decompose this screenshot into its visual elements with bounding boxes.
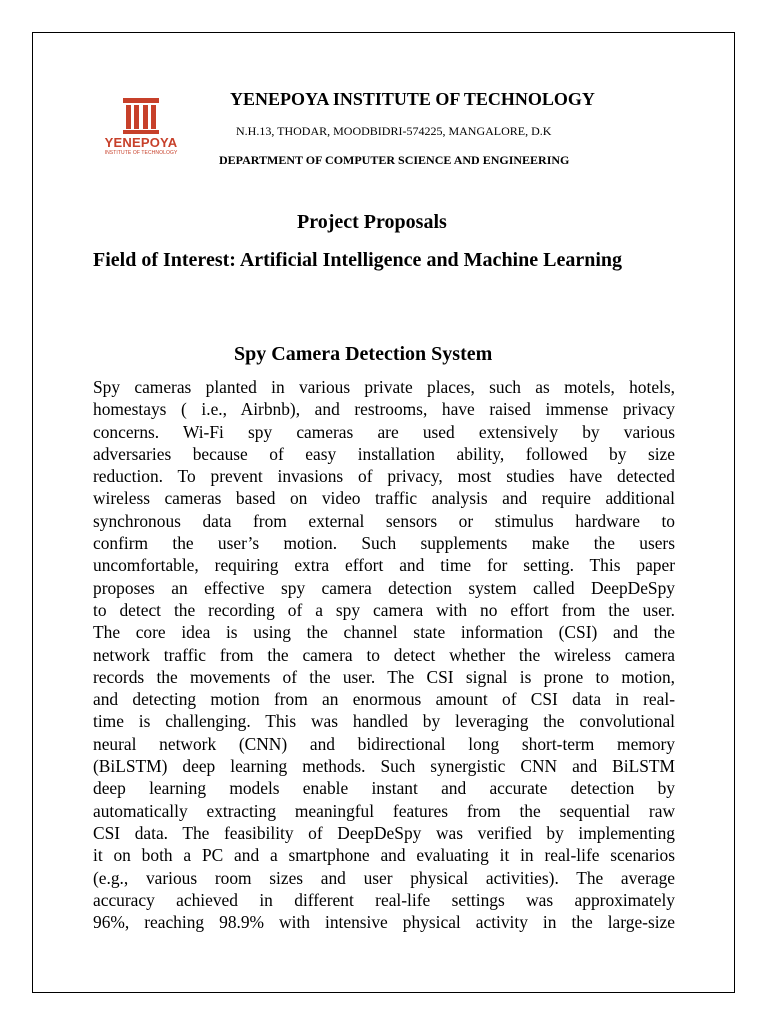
- logo-name: YENEPOYA: [104, 135, 178, 150]
- abstract-line: adversaries because of easy installation ability, followed by size: [93, 443, 675, 464]
- abstract-line: accuracy achieved in different real-life settings was approximately: [93, 889, 675, 910]
- abstract-paragraph: [93, 376, 675, 933]
- logo-subtitle: INSTITUTE OF TECHNOLOGY: [104, 150, 178, 156]
- abstract-line: wireless cameras based on video traffic analysis and require additional: [93, 488, 675, 509]
- abstract-line: and detecting motion from an enormous amount of CSI data in real-: [93, 689, 675, 710]
- abstract-line: Spy cameras planted in various private places, such as motels, hotels,: [93, 377, 675, 397]
- abstract-line: deep learning models enable instant and accurate detection by: [93, 778, 675, 799]
- abstract-line: synchronous data from external sensors or stimulus hardware to: [93, 510, 675, 531]
- abstract-line: concerns. Wi-Fi spy cameras are used extensively by various: [93, 421, 675, 442]
- institution-address: N.H.13, THODAR, MOODBIDRI-574225, MANGALORE, D.K: [236, 124, 552, 138]
- abstract-line: confirm the user’s motion. Such supplements make the users: [93, 533, 675, 554]
- abstract-line: records the movements of the user. The CSI signal is prone to motion,: [93, 666, 675, 687]
- abstract-line: automatically extracting meaningful features from the sequential raw: [93, 800, 675, 821]
- abstract-line: proposes an effective spy camera detection system called DeepDeSpy: [93, 577, 675, 598]
- document-heading: Project Proposals: [297, 211, 447, 233]
- abstract-line: The core idea is using the channel state information (CSI) and the: [93, 622, 675, 643]
- abstract-line: homestays ( i.e., Airbnb), and restrooms, have raised immense privacy: [93, 399, 675, 420]
- pillars-icon: [98, 96, 184, 136]
- abstract-line: (e.g., various room sizes and user physical activities). The average: [93, 867, 675, 888]
- field-of-interest: Field of Interest: Artificial Intelligence and Machine Learning: [93, 249, 623, 271]
- abstract-line: it on both a PC and a smartphone and evaluating it in real-life scenarios: [93, 845, 675, 866]
- institution-name: YENEPOYA INSTITUTE OF TECHNOLOGY: [230, 89, 595, 109]
- abstract-line: time is challenging. This was handled by leveraging the convolutional: [93, 711, 675, 732]
- abstract-line: neural network (CNN) and bidirectional long short-term memory: [93, 733, 675, 754]
- abstract-line: reduction. To prevent invasions of privacy, most studies have detected: [93, 466, 675, 487]
- abstract-line: (BiLSTM) deep learning methods. Such synergistic CNN and BiLSTM: [93, 756, 675, 777]
- department-name: DEPARTMENT OF COMPUTER SCIENCE AND ENGINEERING: [219, 153, 570, 167]
- abstract-line: network traffic from the camera to detect whether the wireless camera: [93, 644, 675, 665]
- abstract-line: to detect the recording of a spy camera with no effort from the user.: [93, 599, 675, 620]
- abstract-line: 96%, reaching 98.9% with intensive physical activity in the large-size: [93, 912, 675, 933]
- abstract-line: uncomfortable, requiring extra effort and time for setting. This paper: [93, 555, 675, 576]
- abstract-line: CSI data. The feasibility of DeepDeSpy was verified by implementing: [93, 822, 675, 843]
- institution-logo: [98, 96, 184, 160]
- project-title: Spy Camera Detection System: [234, 343, 493, 365]
